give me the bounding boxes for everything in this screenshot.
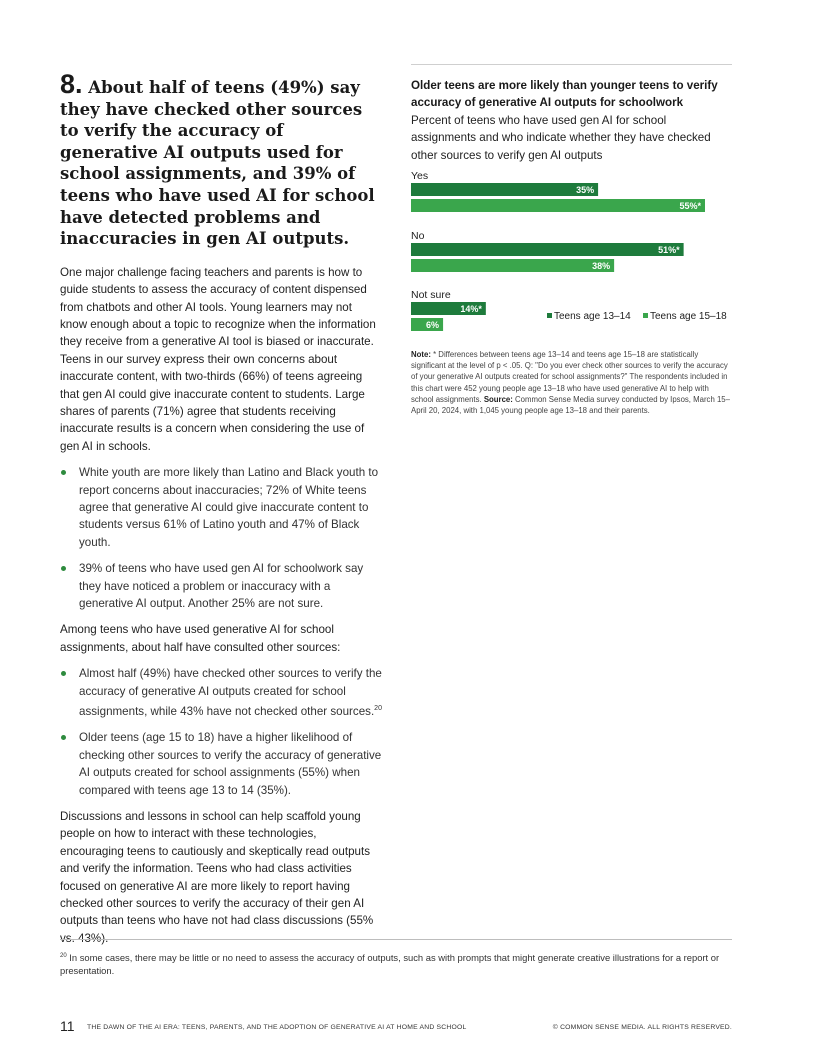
data-label: 6% bbox=[426, 320, 440, 330]
list-item bbox=[60, 665, 382, 720]
section-number: 8. bbox=[60, 69, 83, 99]
footer-copyright: © COMMON SENSE MEDIA. ALL RIGHTS RESERVED. bbox=[552, 1024, 732, 1031]
data-label: 35% bbox=[576, 185, 595, 195]
category-label: Yes bbox=[411, 170, 429, 182]
footnote bbox=[60, 950, 732, 977]
list-item bbox=[60, 729, 382, 799]
footnote-marker: 20 bbox=[60, 953, 67, 959]
chart-divider bbox=[411, 64, 732, 65]
footer-title: THE DAWN OF THE AI ERA: TEENS, PARENTS, AND THE ADOPTION OF GENERATIVE AI AT HOME AND SCHOOL bbox=[87, 1024, 467, 1031]
data-label: 14%* bbox=[460, 304, 482, 314]
legend-swatch-icon bbox=[547, 313, 552, 318]
bullet-text: Older teens (age 15 to 18) have a higher likelihood of checking other sources to verify the accuracy of generative AI outputs created for school assignments (55%) when compared with teens age 13 to 14 (35%). bbox=[79, 731, 382, 797]
bar bbox=[411, 199, 705, 212]
bullet-list-2 bbox=[60, 665, 382, 799]
bullet-dot-icon bbox=[61, 566, 66, 571]
chart-title: Older teens are more likely than younger teens to verify accuracy of generative AI outputs for schoolwork bbox=[411, 79, 718, 110]
bullet-text: White youth are more likely than Latino and Black youth to report concerns about inaccuracies; 72% of White teens agree that generative AI could give inaccurate content to students versus 61% of Latino youth and 47% of Black youth. bbox=[79, 466, 379, 549]
page-footer bbox=[60, 1018, 732, 1034]
source-label: Source: bbox=[483, 394, 513, 404]
bullet-text: Almost half (49%) have checked other sources to verify the accuracy of generative AI outputs created for school assignments, while 43% have not checked other sources. bbox=[79, 667, 382, 718]
footnote-reference[interactable]: 20 bbox=[374, 705, 382, 713]
section-heading bbox=[60, 69, 382, 250]
bullet-dot-icon bbox=[61, 671, 66, 676]
bar-chart bbox=[411, 169, 732, 339]
section-heading-text: About half of teens (49%) say they have checked other sources to verify the accuracy of generative AI outputs used for school assignments, and 39% of teens who have used AI for school have detected problems and inaccuracies in gen AI outputs. bbox=[60, 78, 375, 249]
list-item bbox=[60, 560, 382, 612]
note-text: * Differences between teens age 13–14 and teens age 15–18 are statistically significant at the level of p < .05. Q: "Do you ever check other sources to verify the accuracy of your generative AI outputs created for school assignments?" The respondents included in this chart were 452 young people age 13–18 who have used generative AI to help with school assignments. bbox=[411, 350, 728, 404]
chart-subtitle: Percent of teens who have used gen AI for school assignments and who indicate whether they have checked other sources to verify gen AI outputs bbox=[411, 113, 711, 162]
chart bbox=[411, 64, 732, 330]
data-label: 55%* bbox=[679, 201, 701, 211]
page-number: 11 bbox=[60, 1018, 75, 1034]
main-column bbox=[60, 69, 382, 947]
middle-paragraph: Among teens who have used generative AI for school assignments, about half have consulted other sources: bbox=[60, 623, 341, 654]
legend-label: Teens age 13–14 bbox=[554, 311, 631, 322]
bullet-list-1 bbox=[60, 464, 382, 612]
closing-paragraph: Discussions and lessons in school can help scaffold young people on how to interact with these technologies, encouraging teens to cautiously and skeptically read outputs and verify the information. Teens who had class activities focused on generative AI are more likely to report having checked other sources to verify the accuracy of their gen AI outputs than teens who have not had class discussions (55% bbox=[60, 809, 374, 928]
bullet-dot-icon bbox=[61, 470, 66, 475]
legend-label: Teens age 15–18 bbox=[650, 311, 727, 322]
footnote-divider bbox=[60, 939, 732, 940]
intro-paragraph: One major challenge facing teachers and parents is how to guide students to assess the accuracy of content dispensed from chatbots and other AI tools. Young learners may not know enough about a topic to recognize when the information they receive from a generative AI tool is biased or inaccurate. Teens in our survey express their own concerns about inaccurate content, with two-thirds (66%) of teens agreeing that gen AI could give inaccurate content to students. Large shares of parents (71%) agree that students receiving inaccurate results is a concern when considering the use of gen AI in schools. bbox=[60, 265, 376, 453]
bar bbox=[411, 259, 614, 272]
data-label: 51%* bbox=[658, 245, 680, 255]
legend-swatch-icon bbox=[643, 313, 648, 318]
list-item bbox=[60, 464, 382, 551]
bullet-dot-icon bbox=[61, 735, 66, 740]
bar bbox=[411, 183, 598, 196]
chart-note bbox=[411, 349, 733, 416]
note-label: Note: bbox=[411, 350, 431, 359]
bar bbox=[411, 243, 684, 256]
bullet-text: 39% of teens who have used gen AI for schoolwork say they have noticed a problem or inaccuracy with a generative AI output. Another 25% are not sure. bbox=[79, 562, 364, 611]
category-label: Not sure bbox=[411, 289, 451, 301]
source-text: Common Sense Media survey conducted by Ipsos, March 15–April 20, 2024, with 1,045 young people age 13–18 and their parents. bbox=[411, 394, 730, 416]
data-label: 38% bbox=[592, 261, 611, 271]
footnote-text: In some cases, there may be little or no need to assess the accuracy of outputs, such as with prompts that might generate creative illustrations for a report or presentation. bbox=[60, 952, 720, 977]
category-label: No bbox=[411, 230, 425, 242]
